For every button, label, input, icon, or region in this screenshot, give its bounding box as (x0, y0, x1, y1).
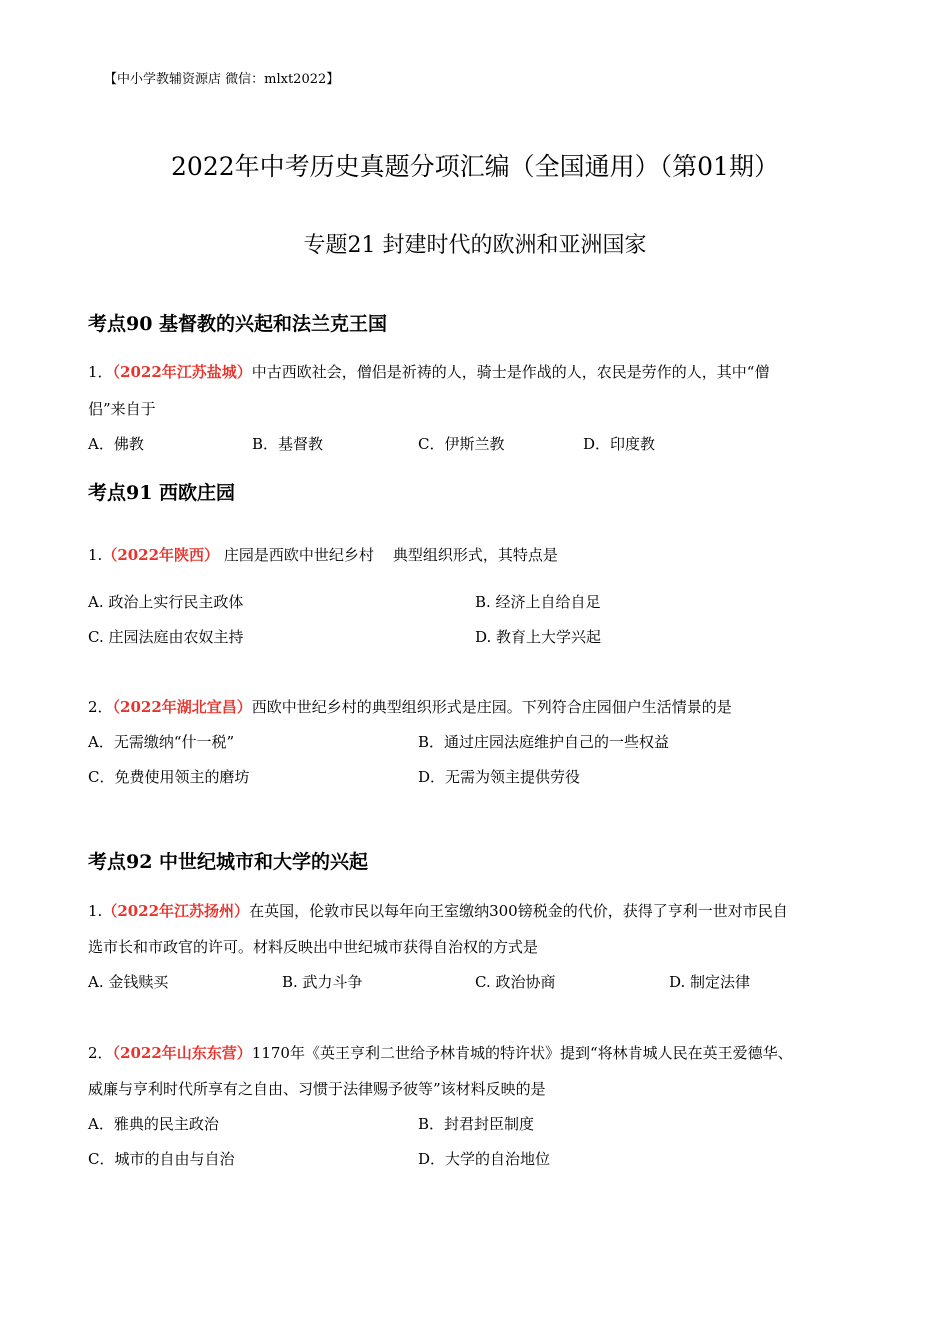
question-number: 1． (88, 363, 113, 381)
option-a: A．无需缴纳“什一税” (88, 733, 235, 751)
option-c: C．免费使用领主的磨坊 (88, 768, 250, 786)
question-number: 2． (88, 1044, 113, 1062)
question-stem (88, 696, 732, 717)
question-source: （2022年江苏盐城） (112, 363, 252, 381)
question-number: 1. (88, 902, 103, 920)
question-text: 中古西欧社会，僧侣是祈祷的人，骑士是作战的人，农民是劳作的人，其中“僧 (251, 363, 770, 381)
option-b: B. 经济上自给自足 (475, 593, 601, 611)
option-b: B．封君封臣制度 (418, 1115, 535, 1133)
page-title: 2022年中考历史真题分项汇编（全国通用）（第01期） (171, 152, 779, 181)
option-a: A. 政治上实行民主政体 (88, 593, 244, 611)
option-a: A．佛教 (88, 435, 144, 453)
question-number: 2． (88, 698, 113, 716)
question-text-continued: 侣”来自于 (88, 400, 156, 418)
question-source: （2022年江苏扬州） (102, 902, 250, 920)
option-b: B．基督教 (252, 435, 324, 453)
option-d: D．印度教 (583, 435, 656, 453)
question-source: （2022年陕西） (102, 546, 220, 564)
question-stem (88, 1042, 793, 1063)
option-c: C. 政治协商 (475, 973, 556, 991)
question-source: （2022年湖北宜昌） (112, 698, 252, 716)
section-heading-91: 考点91 西欧庄园 (88, 482, 236, 504)
option-c: C. 庄园法庭由农奴主持 (88, 628, 244, 646)
page-subtitle: 专题21 封建时代的欧洲和亚洲国家 (303, 233, 647, 258)
option-b: B. 武力斗争 (282, 973, 363, 991)
section-heading-90: 考点90 基督教的兴起和法兰克王国 (88, 313, 388, 335)
option-a: A．雅典的民主政治 (88, 1115, 219, 1133)
question-text-continued: 威廉与亨利时代所享有之自由、习惯于法律赐予彼等”该材料反映的是 (88, 1080, 546, 1098)
option-c: C．城市的自由与自治 (88, 1150, 235, 1168)
option-d: D. 制定法律 (669, 973, 751, 991)
question-text: 庄园是西欧中世纪乡村 典型组织形式，其特点是 (219, 546, 558, 564)
section-heading-92: 考点92 中世纪城市和大学的兴起 (88, 851, 369, 873)
header-note: 【中小学教辅资源店 微信：mlxt2022】 (104, 72, 340, 87)
question-text: 西欧中世纪乡村的典型组织形式是庄园。下列符合庄园佃户生活情景的是 (251, 698, 732, 716)
question-stem (88, 900, 788, 921)
question-source: （2022年山东东营） (112, 1044, 252, 1062)
option-d: D. 教育上大学兴起 (475, 628, 602, 646)
question-text-continued: 选市长和市政官的许可。材料反映出中世纪城市获得自治权的方式是 (88, 938, 539, 956)
option-c: C．伊斯兰教 (418, 435, 505, 453)
question-stem (88, 361, 769, 382)
question-number: 1. (88, 546, 103, 564)
option-b: B．通过庄园法庭维护自己的一些权益 (418, 733, 670, 751)
question-text: 1170年《英王亨利二世给予林肯城的特许状》提到“将林肯城人民在英王爱德华、 (251, 1044, 793, 1062)
question-stem (88, 544, 558, 565)
option-d: D．无需为领主提供劳役 (418, 768, 581, 786)
option-d: D．大学的自治地位 (418, 1150, 551, 1168)
question-text: 在英国，伦敦市民以每年向王室缴纳300镑税金的代价，获得了亨利一世对市民自 (249, 902, 788, 920)
option-a: A. 金钱赎买 (88, 973, 169, 991)
